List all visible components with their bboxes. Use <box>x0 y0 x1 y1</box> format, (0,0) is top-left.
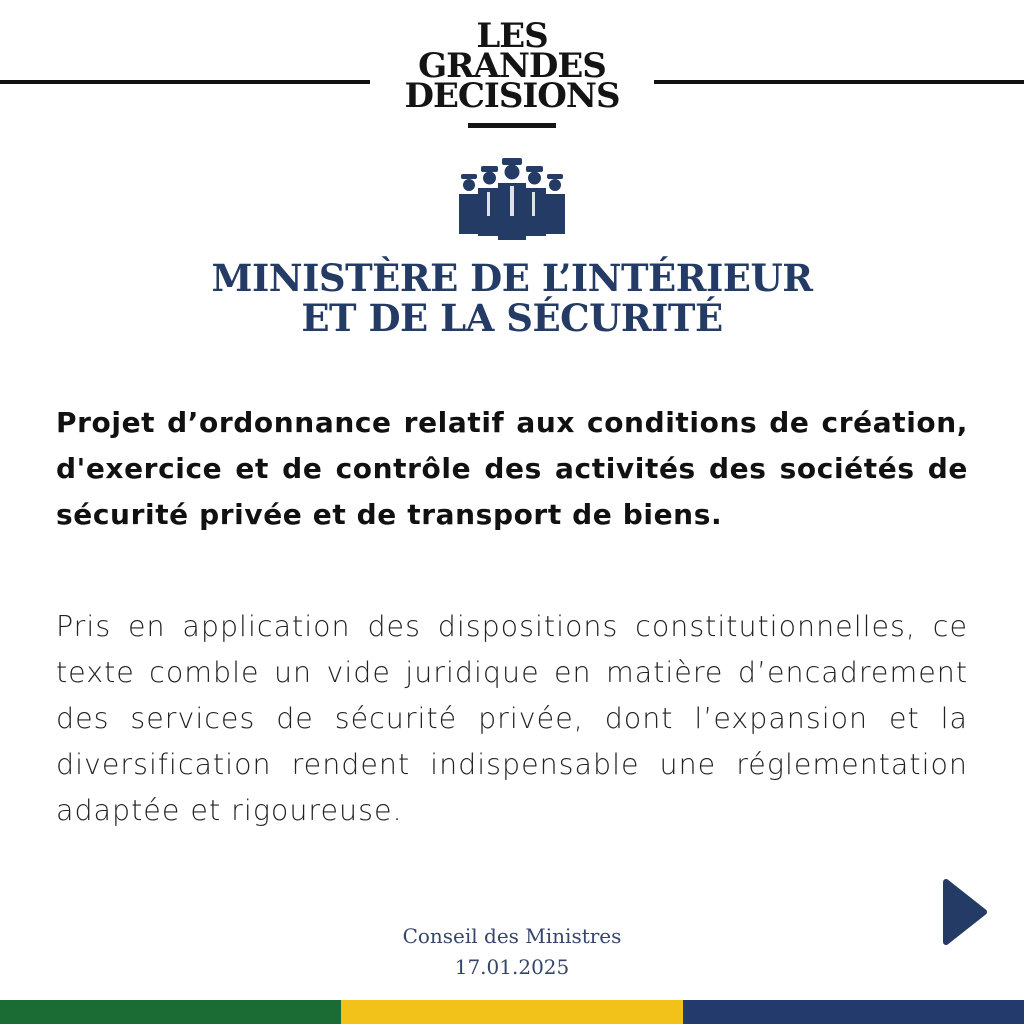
stripe-yellow <box>341 1000 682 1024</box>
header-divider-right <box>654 80 1024 84</box>
body-paragraph: Pris en application des dispositions constitutionnelles, ce texte comble un vide juridique en matière d’encadrement des services de sécurité privée, dont l’expansion et la diversification rendent indispensable une réglementation adaptée et rigoureuse. <box>56 610 968 827</box>
officer-back-left <box>459 174 479 234</box>
project-title: Projet d’ordonnance relatif aux conditions de création, d'exercice et de contrôle des activités des sociétés de sécurité privée et de transport de biens. <box>56 406 968 531</box>
brand-logo <box>372 16 652 116</box>
footer-info <box>312 921 712 983</box>
ministry-title <box>112 258 912 338</box>
play-arrow-icon[interactable] <box>940 878 990 946</box>
logo-line-1: LES <box>476 16 548 56</box>
footer-date: 17.01.2025 <box>454 955 570 979</box>
header-divider-left <box>0 80 370 84</box>
flag-stripes <box>0 1000 1024 1024</box>
officer-back-right <box>545 174 565 234</box>
ministry-title-line-2: ET DE LA SÉCURITÉ <box>301 296 723 340</box>
police-officers-icon <box>455 156 569 240</box>
logo-line-3: DECISIONS <box>404 75 620 116</box>
ministry-title-line-1: MINISTÈRE DE L’INTÉRIEUR <box>211 256 813 300</box>
logo-underline <box>468 123 556 128</box>
logo-line-2: GRANDES <box>418 45 606 86</box>
stripe-green <box>0 1000 341 1024</box>
stripe-blue <box>683 1000 1024 1024</box>
footer-council: Conseil des Ministres <box>402 924 622 948</box>
